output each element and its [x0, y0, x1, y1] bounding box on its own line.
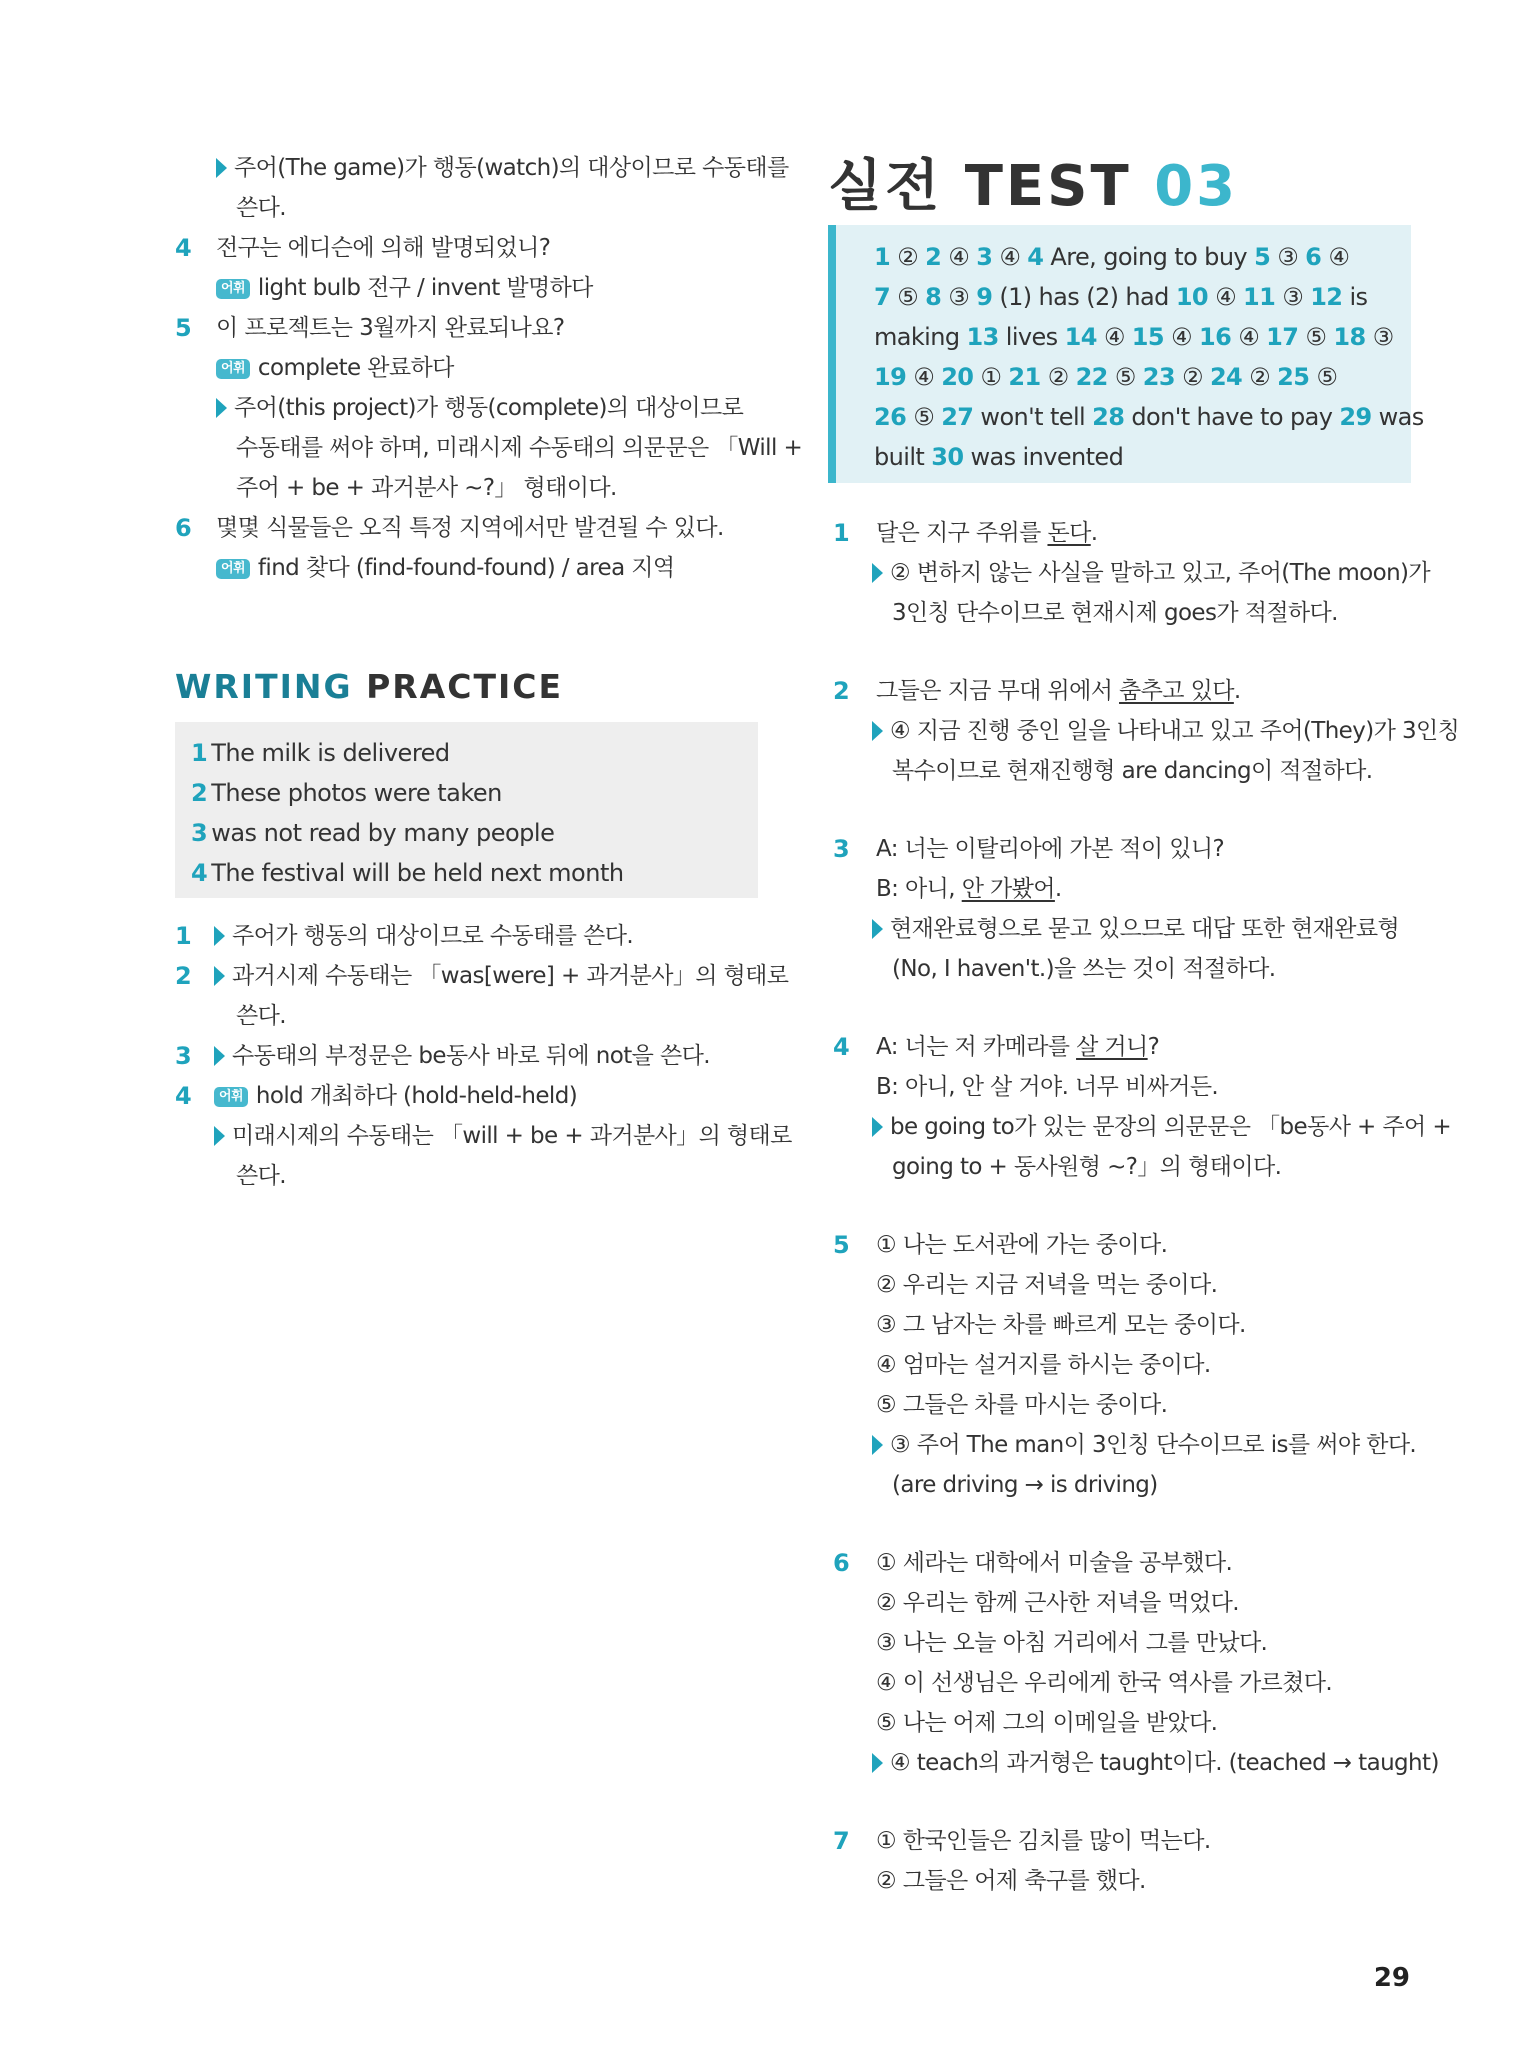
explanation-line — [216, 153, 789, 183]
answer-number: 28 — [1092, 403, 1125, 431]
sentence-text: ③ 그 남자는 차를 빠르게 모는 중이다. — [876, 1312, 1246, 1338]
sentence-text: ④ 이 선생님은 우리에게 한국 역사를 가르쳤다. — [876, 1670, 1333, 1696]
explanation-text: 과거시제 수동태는 「was[were] + 과거분사」의 형태로 — [232, 963, 789, 989]
explanation-text: ② 변하지 않는 사실을 말하고 있고, 주어(The moon)가 — [890, 560, 1431, 586]
answer-line — [874, 242, 1349, 272]
answer-number: 18 — [1333, 323, 1366, 351]
explanation-text: ④ teach의 과거형은 taught이다. (teached → taught) — [890, 1750, 1439, 1776]
answer-value: was invented — [970, 443, 1124, 471]
explanation-number: 1 — [175, 922, 192, 950]
vocab-badge: 어휘 — [214, 1087, 248, 1107]
explanation-text: 수동태를 써야 하며, 미래시제 수동태의 의문문은 「Will + — [236, 435, 803, 461]
answer-number: 26 — [874, 403, 907, 431]
answer-number: 23 — [1142, 363, 1175, 391]
answer-value: won't tell — [980, 403, 1086, 431]
explanation-number: 2 — [175, 962, 192, 990]
answer-value: Are, going to buy — [1050, 243, 1248, 271]
answer-value: ③ — [1277, 243, 1299, 271]
explanation-line — [876, 1708, 1217, 1738]
answer-number: 4 — [1027, 243, 1044, 271]
explanation-line — [876, 834, 1224, 864]
underlined-text: 춤추고 있다 — [1119, 678, 1234, 704]
answer-value: ④ — [1215, 283, 1236, 311]
explanation-text: complete 완료하다 — [257, 355, 454, 381]
explanation-line — [216, 393, 743, 423]
test-title-korean: 실전 — [828, 154, 943, 219]
writing-answer-number: 4 — [191, 859, 208, 887]
question-number: 5 — [833, 1231, 850, 1259]
answer-value: (1) has (2) had — [999, 283, 1169, 311]
arrow-icon — [214, 966, 225, 986]
arrow-icon — [214, 926, 225, 946]
explanation-text: 몇몇 식물들은 오직 특정 지역에서만 발견될 수 있다. — [216, 515, 724, 541]
sentence-text: B: 아니, 안 살 거야. 너무 비싸거든. — [876, 1074, 1219, 1100]
sentence-text: ④ 엄마는 설거지를 하시는 중이다. — [876, 1352, 1211, 1378]
answer-number: 1 — [874, 243, 891, 271]
answer-number: 21 — [1008, 363, 1041, 391]
explanation-line — [214, 1041, 710, 1071]
answer-value: ⑤ — [1114, 363, 1136, 391]
page-number: 29 — [1373, 1963, 1410, 1993]
answer-number: 16 — [1198, 323, 1232, 351]
answer-number: 11 — [1243, 283, 1276, 311]
arrow-icon — [216, 398, 227, 418]
explanation-text: hold 개최하다 (hold-held-held) — [255, 1083, 578, 1109]
question-number: 6 — [833, 1549, 850, 1577]
explanation-line — [892, 954, 1275, 984]
answer-value: ④ — [1238, 323, 1260, 351]
writing-answer-number: 2 — [191, 779, 208, 807]
answer-number: 24 — [1209, 363, 1243, 391]
question-number: 6 — [175, 514, 192, 542]
explanation-line — [872, 1748, 1439, 1778]
arrow-icon — [214, 1126, 225, 1146]
sentence-text: ① 한국인들은 김치를 많이 먹는다. — [876, 1828, 1211, 1854]
explanation-line — [236, 193, 286, 223]
explanation-line — [872, 1112, 1451, 1142]
sentence-text: ① 세라는 대학에서 미술을 공부했다. — [876, 1550, 1233, 1576]
explanation-number: 4 — [175, 1082, 192, 1110]
sentence-text: . — [1233, 678, 1241, 704]
arrow-icon — [214, 1046, 225, 1066]
answer-value: ⑤ — [897, 283, 919, 311]
arrow-icon — [872, 721, 883, 741]
explanation-line — [876, 1390, 1167, 1420]
explanation-text: light bulb 전구 / invent 발명하다 — [257, 275, 593, 301]
answer-line — [874, 362, 1337, 392]
test-title-test: TEST — [964, 154, 1132, 219]
explanation-number: 3 — [175, 1042, 192, 1070]
explanation-text: 주어(The game)가 행동(watch)의 대상이므로 수동태를 — [234, 155, 789, 181]
explanation-line — [216, 273, 593, 303]
answer-value: ② — [1047, 363, 1069, 391]
explanation-line — [876, 874, 1062, 904]
explanation-line — [214, 961, 788, 991]
explanation-line — [216, 313, 564, 343]
explanation-text: 쓴다. — [236, 1163, 286, 1189]
answer-number: 9 — [976, 283, 993, 311]
answer-number: 8 — [925, 283, 942, 311]
answer-value: ⑤ — [1305, 323, 1327, 351]
explanation-line — [214, 921, 633, 951]
sentence-text: ③ 나는 오늘 아침 거리에서 그를 만났다. — [876, 1630, 1268, 1656]
question-number: 7 — [833, 1827, 850, 1855]
explanation-text: 쓴다. — [236, 1003, 286, 1029]
vocab-badge: 어휘 — [216, 359, 250, 379]
arrow-icon — [872, 919, 883, 939]
explanation-line — [872, 914, 1399, 944]
answer-number: 2 — [925, 243, 942, 271]
underlined-text: 살 거니 — [1076, 1034, 1148, 1060]
arrow-icon — [872, 563, 883, 583]
explanation-text: 미래시제의 수동태는 「will + be + 과거분사」의 형태로 — [232, 1123, 792, 1149]
explanation-text: find 찾다 (find-found-found) / area 지역 — [257, 555, 675, 581]
explanation-text: 3인칭 단수이므로 현재시제 goes가 적절하다. — [892, 600, 1338, 626]
answer-value: ① — [980, 363, 1002, 391]
answer-number: 20 — [941, 363, 974, 391]
explanation-line — [214, 1081, 577, 1111]
explanation-line — [876, 1548, 1232, 1578]
writing-answer-number: 3 — [191, 819, 208, 847]
sentence-text: ② 우리는 지금 저녁을 먹는 중이다. — [876, 1272, 1218, 1298]
sentence-text: A: 너는 이탈리아에 가본 적이 있니? — [876, 836, 1225, 862]
answer-number: 27 — [941, 403, 974, 431]
answer-value: ④ — [1171, 323, 1192, 351]
explanation-line — [214, 1121, 792, 1151]
answer-value: ⑤ — [913, 403, 935, 431]
sentence-text: ② 그들은 어제 축구를 했다. — [876, 1868, 1146, 1894]
explanation-line — [872, 716, 1459, 746]
question-number: 4 — [833, 1033, 850, 1061]
question-number: 3 — [833, 835, 850, 863]
underlined-text: 안 가봤어 — [961, 876, 1055, 902]
writing-practice-title-b: PRACTICE — [366, 667, 563, 706]
writing-answer — [191, 858, 624, 888]
sentence-text: A: 너는 저 카메라를 — [876, 1034, 1077, 1060]
answer-value: ② — [897, 243, 919, 271]
answer-number: 12 — [1310, 283, 1343, 311]
vocab-badge: 어휘 — [216, 279, 250, 299]
vocab-badge: 어휘 — [216, 559, 250, 579]
writing-practice-answer-box — [175, 722, 758, 898]
writing-answer — [191, 778, 502, 808]
explanation-line — [236, 433, 802, 463]
explanation-line — [876, 1032, 1159, 1062]
answer-value: is — [1349, 283, 1368, 311]
sentence-text: ⑤ 그들은 차를 마시는 중이다. — [876, 1392, 1168, 1418]
answer-value: ② — [1181, 363, 1203, 391]
answer-value: ④ — [913, 363, 935, 391]
question-number: 4 — [175, 234, 192, 262]
explanation-line — [876, 1826, 1211, 1856]
explanation-text: 수동태의 부정문은 be동사 바로 뒤에 not을 쓴다. — [232, 1043, 710, 1069]
sentence-text: 달은 지구 주위를 — [876, 520, 1048, 546]
explanation-line — [892, 1152, 1281, 1182]
arrow-icon — [872, 1753, 883, 1773]
answer-number: 3 — [976, 243, 993, 271]
sentence-text: ? — [1147, 1034, 1160, 1060]
answer-value: ⑤ — [1316, 363, 1338, 391]
answer-value: making — [874, 323, 960, 351]
sentence-text: 그들은 지금 무대 위에서 — [876, 678, 1120, 704]
arrow-icon — [216, 158, 227, 178]
explanation-line — [876, 1588, 1239, 1618]
answer-value: ② — [1249, 363, 1271, 391]
explanation-text: 현재완료형으로 묻고 있으므로 대답 또한 현재완료형 — [890, 916, 1400, 942]
answer-value: ④ — [1328, 243, 1350, 271]
writing-answer-text: These photos were taken — [211, 779, 502, 807]
explanation-line — [876, 1866, 1146, 1896]
explanation-text: 복수이므로 현재진행형 are dancing이 적절하다. — [892, 758, 1373, 784]
answer-key-box — [828, 225, 1424, 483]
answer-line — [874, 322, 1394, 352]
explanation-line — [216, 233, 550, 263]
answer-value: built — [874, 443, 925, 471]
answer-number: 25 — [1277, 363, 1310, 391]
explanation-text: 주어가 행동의 대상이므로 수동태를 쓴다. — [232, 923, 634, 949]
answer-number: 13 — [966, 323, 999, 351]
test-title — [828, 142, 1238, 222]
sentence-text: . — [1090, 520, 1098, 546]
explanation-text: be going to가 있는 문장의 의문문은 「be동사 + 주어 + — [890, 1114, 1452, 1140]
explanation-line — [892, 598, 1338, 628]
answer-value: ④ — [1103, 323, 1125, 351]
answer-number: 17 — [1266, 323, 1299, 351]
explanation-text: 주어 + be + 과거분사 ~?」 형태이다. — [236, 475, 617, 501]
explanation-line — [872, 1430, 1416, 1460]
explanation-text: 이 프로젝트는 3월까지 완료되나요? — [216, 315, 565, 341]
explanation-line — [876, 1310, 1246, 1340]
question-number: 5 — [175, 314, 192, 342]
answer-number: 30 — [931, 443, 964, 471]
explanation-line — [892, 1470, 1158, 1500]
answer-value: ③ — [1282, 283, 1304, 311]
question-number: 2 — [833, 677, 850, 705]
sentence-text: . — [1054, 876, 1062, 902]
answer-number: 14 — [1064, 323, 1097, 351]
explanation-line — [216, 353, 454, 383]
answer-number: 29 — [1339, 403, 1372, 431]
answer-value: ④ — [948, 243, 970, 271]
explanation-text: (No, I haven't.)을 쓰는 것이 적절하다. — [892, 956, 1276, 982]
explanation-line — [872, 558, 1430, 588]
writing-answer-text: The festival will be held next month — [211, 859, 624, 887]
question-number: 1 — [833, 519, 850, 547]
explanation-line — [876, 676, 1241, 706]
sentence-text: ② 우리는 함께 근사한 저녁을 먹었다. — [876, 1590, 1239, 1616]
explanation-line — [236, 473, 617, 503]
explanation-line — [236, 1161, 286, 1191]
answer-number: 5 — [1254, 243, 1271, 271]
writing-answer-text: was not read by many people — [211, 819, 555, 847]
writing-answer — [191, 818, 554, 848]
answer-number: 19 — [874, 363, 907, 391]
answer-line — [874, 402, 1424, 432]
explanation-line — [216, 513, 724, 543]
explanation-line — [876, 1270, 1217, 1300]
answer-number: 7 — [874, 283, 891, 311]
explanation-text: 전구는 에디슨에 의해 발명되었니? — [216, 235, 551, 261]
test-title-number: 03 — [1154, 154, 1239, 219]
answer-value: ④ — [999, 243, 1021, 271]
writing-practice-title — [175, 667, 563, 706]
explanation-text: 쓴다. — [236, 195, 286, 221]
answer-line — [874, 442, 1123, 472]
answer-number: 22 — [1075, 363, 1108, 391]
answer-number: 6 — [1305, 243, 1322, 271]
answer-value: ③ — [1372, 323, 1394, 351]
arrow-icon — [872, 1435, 883, 1455]
explanation-text: (are driving → is driving) — [892, 1472, 1158, 1498]
explanation-text: ④ 지금 진행 중인 일을 나타내고 있고 주어(They)가 3인칭 — [890, 718, 1460, 744]
explanation-line — [892, 756, 1373, 786]
sentence-text: ⑤ 나는 어제 그의 이메일을 받았다. — [876, 1710, 1218, 1736]
sentence-text: B: 아니, — [876, 876, 962, 902]
explanation-text: 주어(this project)가 행동(complete)의 대상이므로 — [234, 395, 744, 421]
explanation-line — [236, 1001, 286, 1031]
explanation-line — [876, 1668, 1332, 1698]
answer-line — [874, 282, 1367, 312]
writing-answer-text: The milk is delivered — [211, 739, 450, 767]
explanation-line — [876, 1072, 1218, 1102]
writing-answer — [191, 738, 450, 768]
answer-number: 15 — [1131, 323, 1164, 351]
explanation-text: going to + 동사원형 ~?」의 형태이다. — [892, 1154, 1282, 1180]
explanation-line — [876, 1230, 1167, 1260]
answer-value: lives — [1005, 323, 1058, 351]
explanation-line — [876, 518, 1097, 548]
answer-value: was — [1378, 403, 1424, 431]
explanation-line — [876, 1628, 1267, 1658]
sentence-text: ① 나는 도서관에 가는 중이다. — [876, 1232, 1168, 1258]
explanation-line — [876, 1350, 1211, 1380]
answer-value: ③ — [948, 283, 970, 311]
answer-number: 10 — [1175, 283, 1209, 311]
answer-value: don't have to pay — [1131, 403, 1333, 431]
explanation-text: ③ 주어 The man이 3인칭 단수이므로 is를 써야 한다. — [890, 1432, 1417, 1458]
explanation-line — [216, 553, 675, 583]
writing-answer-number: 1 — [191, 739, 208, 767]
writing-practice-title-a: WRITING — [175, 667, 353, 706]
underlined-text: 돈다 — [1047, 520, 1091, 546]
arrow-icon — [872, 1117, 883, 1137]
